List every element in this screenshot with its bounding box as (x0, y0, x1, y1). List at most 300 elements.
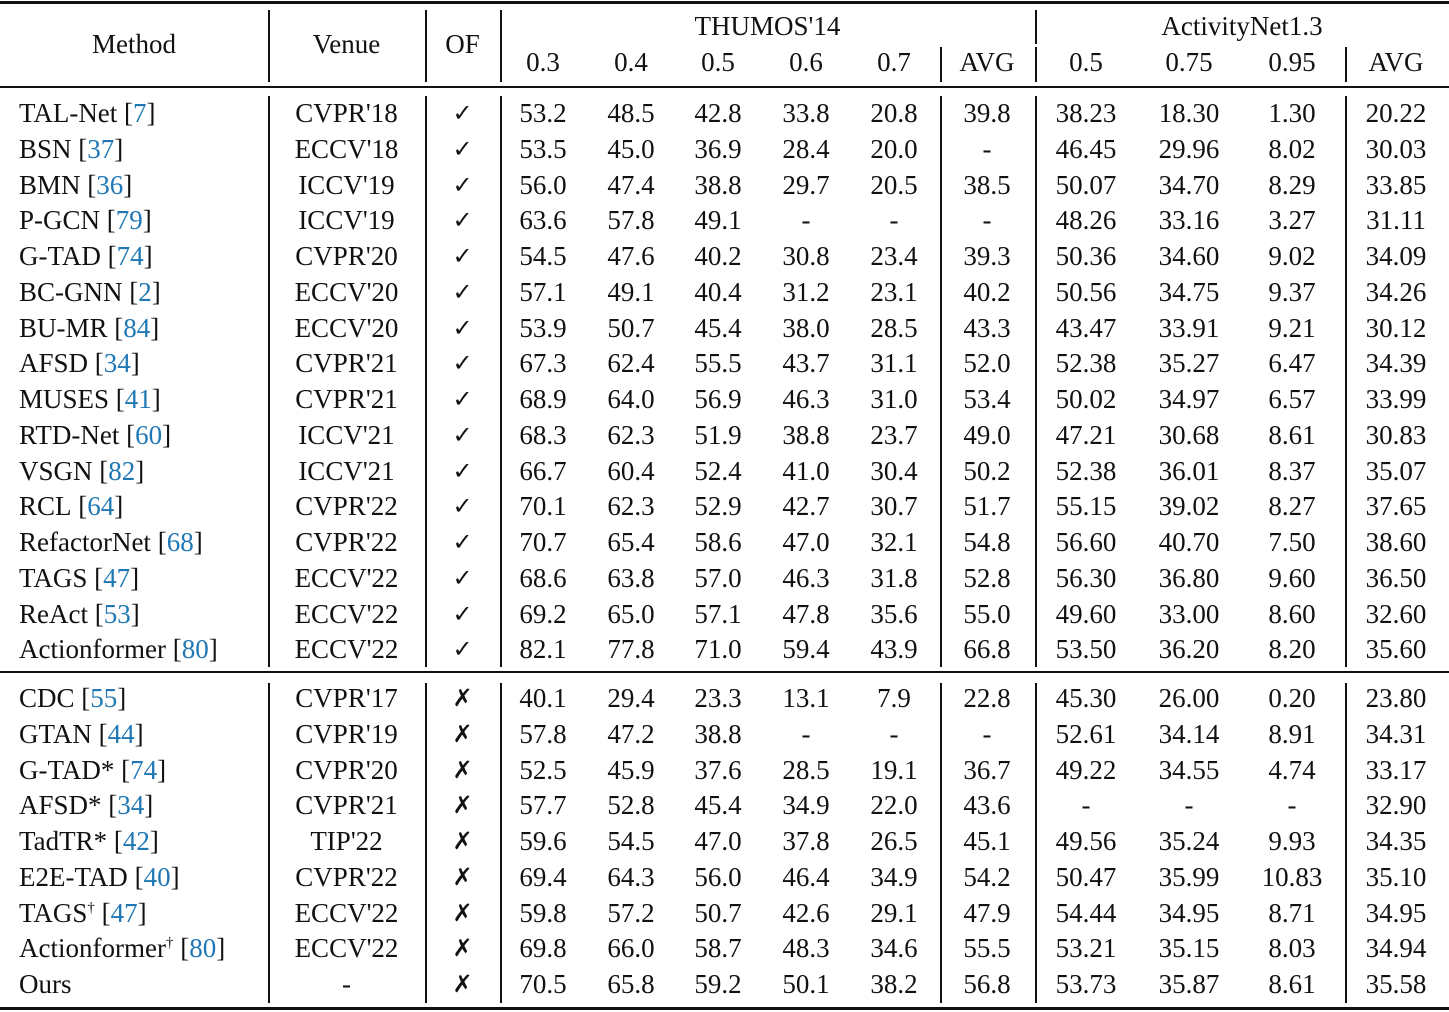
thumos-value: 57.8 (607, 205, 655, 236)
thumos-value: 52.9 (694, 491, 742, 522)
thumos-value: 56.8 (963, 969, 1011, 999)
bracket: [ (165, 634, 182, 665)
bracket: ] (208, 634, 218, 665)
thumos-value: 66.8 (963, 634, 1011, 665)
activitynet-value: 52.61 (1055, 718, 1117, 749)
citation-link[interactable]: 47 (103, 562, 131, 593)
activitynet-value: 8.20 (1268, 634, 1316, 665)
bracket: ] (157, 754, 167, 785)
activitynet-value: 26.00 (1158, 683, 1220, 713)
thumos-value: 43.9 (870, 634, 918, 665)
thumos-value: 45.4 (694, 790, 742, 821)
method-name: G-TAD (19, 241, 101, 271)
thumos-value: 45.4 (694, 312, 742, 343)
activitynet-value: 53.50 (1055, 634, 1117, 665)
check-icon: ✓ (452, 599, 473, 628)
thumos-value: 36.7 (963, 754, 1011, 785)
citation-link[interactable]: 47 (110, 897, 138, 928)
method-name: TAGS (19, 562, 88, 593)
thumos-value: 41.0 (782, 455, 830, 486)
bracket: ] (114, 133, 124, 164)
thumos-value: 50.7 (607, 312, 655, 343)
method-name: AFSD* (19, 790, 102, 821)
bracket: [ (117, 98, 134, 128)
activitynet-value: 35.27 (1158, 348, 1220, 379)
bracket: [ (80, 169, 97, 200)
header-thumos-col: 0.3 (526, 47, 560, 77)
bracket: ] (137, 897, 147, 928)
method-cell (19, 562, 267, 594)
venue-cell: CVPR'17 (295, 683, 398, 713)
thumos-value: 65.8 (607, 969, 655, 999)
thumos-value: 48.3 (782, 933, 830, 964)
thumos-value: 57.7 (519, 790, 567, 821)
bracket: [ (122, 276, 139, 307)
header-activitynet-col: 0.75 (1165, 47, 1213, 77)
citation-link[interactable]: 74 (116, 241, 144, 271)
citation-link[interactable]: 44 (107, 718, 135, 749)
thumos-value: 53.2 (519, 98, 567, 128)
column-divider (500, 10, 502, 82)
activitynet-value: 35.10 (1365, 861, 1427, 892)
thumos-value: 63.8 (607, 562, 655, 593)
thumos-value: 62.3 (607, 419, 655, 450)
venue-cell: CVPR'21 (295, 790, 398, 821)
thumos-value: 54.8 (963, 527, 1011, 557)
method-name: ReAct (19, 598, 88, 629)
activitynet-value: 31.11 (1366, 205, 1426, 236)
header-thumos-col: 0.5 (701, 47, 735, 77)
activitynet-value: 8.29 (1268, 169, 1316, 200)
activitynet-value: 8.27 (1268, 491, 1316, 522)
citation-link[interactable]: 53 (103, 598, 131, 629)
activitynet-value: 49.56 (1055, 826, 1117, 856)
bracket: [ (107, 312, 124, 343)
bracket: [ (173, 933, 190, 964)
bracket: ] (123, 169, 133, 200)
activitynet-value: 8.03 (1268, 933, 1316, 964)
activitynet-value: 34.31 (1365, 718, 1427, 749)
thumos-value: 29.4 (607, 683, 655, 713)
thumos-value: 62.4 (607, 348, 655, 379)
activitynet-value: 54.44 (1055, 897, 1117, 928)
activitynet-value: - (1184, 790, 1194, 821)
method-cell (19, 932, 267, 964)
activitynet-value: 50.36 (1055, 241, 1117, 271)
thumos-value: 82.1 (519, 634, 567, 665)
activitynet-value: 9.21 (1268, 312, 1316, 343)
activitynet-value: 34.26 (1365, 276, 1427, 307)
activitynet-value: 34.95 (1158, 897, 1220, 928)
activitynet-value: 23.80 (1365, 683, 1427, 713)
column-divider (268, 10, 270, 82)
thumos-value: 55.0 (963, 598, 1011, 629)
activitynet-value: 49.22 (1055, 754, 1117, 785)
activitynet-value: 8.61 (1268, 419, 1316, 450)
method-name: AFSD (19, 348, 89, 379)
method-cell (19, 861, 267, 893)
activitynet-value: 34.75 (1158, 276, 1220, 307)
cross-icon: ✗ (452, 898, 473, 927)
method-cell (19, 419, 267, 451)
citation-link[interactable]: 68 (166, 527, 194, 557)
activitynet-value: 38.60 (1365, 527, 1427, 557)
column-divider (1345, 47, 1347, 82)
thumos-value: 77.8 (607, 634, 655, 665)
method-cell (19, 789, 267, 821)
activitynet-value: 6.57 (1268, 384, 1316, 414)
check-icon: ✓ (452, 206, 473, 235)
thumos-value: 38.8 (694, 718, 742, 749)
citation-link[interactable]: 80 (181, 634, 209, 665)
citation-link[interactable]: 74 (130, 754, 158, 785)
citation-link[interactable]: 34 (117, 790, 145, 821)
activitynet-value: 52.38 (1055, 455, 1117, 486)
thumos-value: 20.8 (870, 98, 918, 128)
activitynet-value: 48.26 (1055, 205, 1117, 236)
activitynet-value: 35.07 (1365, 455, 1427, 486)
thumos-value: 34.9 (782, 790, 830, 821)
thumos-value: 39.8 (963, 98, 1011, 128)
method-name: MUSES (19, 384, 110, 414)
thumos-value: 29.7 (782, 169, 830, 200)
column-divider (940, 47, 942, 82)
activitynet-value: - (1287, 790, 1297, 821)
activitynet-value: 8.61 (1268, 969, 1316, 999)
citation-link[interactable]: 79 (115, 205, 143, 236)
check-icon: ✓ (452, 170, 473, 199)
activitynet-value: 33.17 (1365, 754, 1427, 785)
thumos-value: 66.7 (519, 455, 567, 486)
bracket: [ (87, 598, 104, 629)
thumos-value: 68.9 (519, 384, 567, 414)
thumos-value: 52.0 (963, 348, 1011, 379)
bracket: ] (142, 205, 152, 236)
thumos-value: 66.0 (607, 933, 655, 964)
thumos-value: 36.9 (694, 133, 742, 164)
header-activitynet-col: 0.95 (1268, 47, 1316, 77)
dagger-footnote-mark: † (165, 935, 174, 952)
activitynet-value: 33.85 (1365, 169, 1427, 200)
thumos-value: 43.3 (963, 312, 1011, 343)
activitynet-value: 53.73 (1055, 969, 1117, 999)
header-method: Method (92, 29, 176, 59)
method-cell (19, 169, 267, 201)
citation-link[interactable]: 34 (103, 348, 131, 379)
bracket: [ (91, 718, 108, 749)
method-cell (19, 240, 267, 272)
bracket: ] (146, 98, 156, 128)
thumos-value: 53.5 (519, 133, 567, 164)
bracket: [ (109, 384, 125, 414)
bracket: [ (107, 826, 123, 856)
cross-icon: ✗ (452, 684, 473, 712)
activitynet-value: 34.14 (1158, 718, 1220, 749)
thumos-value: 59.6 (519, 826, 567, 856)
activitynet-value: 8.91 (1268, 718, 1316, 749)
citation-link[interactable]: 37 (87, 133, 115, 164)
venue-cell: ECCV'22 (294, 634, 399, 665)
method-cell (19, 682, 267, 714)
method-cell (19, 825, 267, 857)
activitynet-value: 29.96 (1158, 133, 1220, 164)
thumos-value: 56.0 (694, 861, 742, 892)
thumos-value: 67.3 (519, 348, 567, 379)
bracket: ] (144, 790, 154, 821)
thumos-value: 19.1 (870, 754, 918, 785)
activitynet-value: 10.83 (1261, 861, 1323, 892)
activitynet-value: 4.74 (1268, 754, 1316, 785)
check-icon: ✓ (452, 277, 473, 306)
check-icon: ✓ (452, 349, 473, 378)
header-activitynet-col: 0.5 (1069, 47, 1103, 77)
bracket: [ (71, 491, 88, 522)
thumos-value: 31.0 (870, 384, 918, 414)
activitynet-value: 50.56 (1055, 276, 1117, 307)
activitynet-value: 45.30 (1055, 683, 1117, 713)
venue-cell: ICCV'21 (298, 455, 395, 486)
method-cell (19, 633, 267, 665)
thumos-value: 52.4 (694, 455, 742, 486)
method-name: RefactorNet (19, 527, 151, 557)
thumos-value: 37.8 (782, 826, 830, 856)
thumos-value: 42.6 (782, 897, 830, 928)
citation-link[interactable]: 84 (123, 312, 151, 343)
thumos-value: 28.5 (870, 312, 918, 343)
activitynet-value: 34.97 (1158, 384, 1220, 414)
activitynet-value: 34.09 (1365, 241, 1427, 271)
citation-link[interactable]: 2 (138, 276, 152, 307)
header-rule (0, 86, 1449, 88)
thumos-value: 37.6 (694, 754, 742, 785)
thumos-value: 53.9 (519, 312, 567, 343)
activitynet-value: 20.22 (1365, 98, 1427, 128)
thumos-value: 50.1 (782, 969, 830, 999)
thumos-value: 69.2 (519, 598, 567, 629)
cross-icon: ✗ (452, 934, 473, 963)
thumos-value: 50.7 (694, 897, 742, 928)
top-rule (0, 1, 1449, 4)
method-name: VSGN (19, 455, 93, 486)
cross-icon: ✗ (452, 719, 473, 748)
thumos-value: 57.0 (694, 562, 742, 593)
bracket: ] (135, 455, 145, 486)
activitynet-value: 33.91 (1158, 312, 1220, 343)
check-icon: ✓ (452, 492, 473, 521)
activitynet-value: 50.07 (1055, 169, 1117, 200)
activitynet-value: 35.58 (1365, 969, 1427, 999)
activitynet-value: 3.27 (1268, 205, 1316, 236)
thumos-value: 52.5 (519, 754, 567, 785)
venue-cell: ECCV'22 (294, 897, 399, 928)
thumos-value: 52.8 (607, 790, 655, 821)
thumos-value: 70.7 (519, 527, 567, 557)
venue-cell: ECCV'18 (294, 133, 399, 164)
check-icon: ✓ (452, 134, 473, 163)
activitynet-value: 50.47 (1055, 861, 1117, 892)
thumos-value: 47.6 (607, 241, 655, 271)
thumos-value: 54.5 (519, 241, 567, 271)
method-name: CDC (19, 683, 75, 713)
activitynet-value: 30.12 (1365, 312, 1427, 343)
thumos-value: 45.0 (607, 133, 655, 164)
venue-cell: - (342, 969, 351, 999)
activitynet-value: 1.30 (1268, 98, 1316, 128)
activitynet-value: - (1081, 790, 1091, 821)
activitynet-value: 9.37 (1268, 276, 1316, 307)
venue-cell: ICCV'21 (298, 419, 395, 450)
thumos-value: 49.1 (607, 276, 655, 307)
thumos-value: 46.4 (782, 861, 830, 892)
citation-link[interactable]: 41 (124, 384, 152, 414)
thumos-value: 38.0 (782, 312, 830, 343)
cross-icon: ✗ (452, 827, 473, 855)
method-name: Actionformer (19, 634, 166, 665)
activitynet-value: 34.35 (1365, 826, 1427, 856)
bracket: ] (170, 861, 180, 892)
bracket: ] (134, 718, 144, 749)
thumos-value: 38.8 (694, 169, 742, 200)
bracket: [ (119, 419, 136, 450)
thumos-value: 45.9 (607, 754, 655, 785)
thumos-value: 40.2 (963, 276, 1011, 307)
header-of: OF (445, 29, 480, 59)
cross-icon: ✗ (452, 862, 473, 891)
thumos-value: 50.2 (963, 455, 1011, 486)
thumos-value: 38.5 (963, 169, 1011, 200)
thumos-value: 63.6 (519, 205, 567, 236)
thumos-value: - (982, 718, 992, 749)
thumos-value: 64.3 (607, 861, 655, 892)
bracket: [ (127, 861, 144, 892)
method-name: BU-MR (19, 312, 108, 343)
citation-link[interactable]: 40 (143, 861, 171, 892)
method-name: TadTR* (19, 826, 108, 856)
citation-link[interactable]: 55 (90, 683, 118, 713)
bracket: ] (151, 276, 161, 307)
check-icon: ✓ (452, 385, 473, 413)
method-name: GTAN (19, 718, 92, 749)
thumos-value: 45.1 (963, 826, 1011, 856)
activitynet-value: 32.90 (1365, 790, 1427, 821)
check-icon: ✓ (452, 313, 473, 342)
check-icon: ✓ (452, 635, 473, 664)
activitynet-value: 8.37 (1268, 455, 1316, 486)
thumos-value: 38.8 (782, 419, 830, 450)
thumos-value: 34.9 (870, 861, 918, 892)
activitynet-value: 30.68 (1158, 419, 1220, 450)
citation-link[interactable]: 36 (96, 169, 124, 200)
bracket: ] (150, 312, 160, 343)
thumos-value: 29.1 (870, 897, 918, 928)
thumos-value: - (982, 205, 992, 236)
citation-link[interactable]: 60 (135, 419, 163, 450)
bracket: ] (193, 527, 203, 557)
thumos-value: 58.7 (694, 933, 742, 964)
method-cell (19, 383, 267, 415)
method-cell (19, 897, 267, 929)
thumos-value: 64.0 (607, 384, 655, 414)
thumos-value: - (801, 718, 811, 749)
activitynet-value: 43.47 (1055, 312, 1117, 343)
thumos-value: 30.8 (782, 241, 830, 271)
thumos-value: 30.4 (870, 455, 918, 486)
group-separator-rule (0, 671, 1449, 673)
citation-link[interactable]: 64 (87, 491, 115, 522)
thumos-value: 40.2 (694, 241, 742, 271)
method-cell (19, 204, 267, 236)
method-cell (19, 455, 267, 487)
thumos-value: 54.2 (963, 861, 1011, 892)
activitynet-value: 30.03 (1365, 133, 1427, 164)
thumos-value: 59.2 (694, 969, 742, 999)
thumos-value: 47.0 (782, 527, 830, 557)
activitynet-value: 7.50 (1268, 527, 1316, 557)
citation-link[interactable]: 82 (108, 455, 136, 486)
activitynet-value: 36.50 (1365, 562, 1427, 593)
venue-cell: CVPR'22 (295, 861, 398, 892)
thumos-value: 47.9 (963, 897, 1011, 928)
venue-cell: ECCV'22 (294, 562, 399, 593)
citation-link[interactable]: 7 (133, 98, 147, 128)
cross-icon: ✗ (452, 970, 473, 998)
activitynet-value: 34.60 (1158, 241, 1220, 271)
bracket: [ (150, 527, 167, 557)
thumos-value: 31.2 (782, 276, 830, 307)
check-icon: ✓ (452, 456, 473, 485)
thumos-value: 69.4 (519, 861, 567, 892)
header-thumos: THUMOS'14 (694, 11, 841, 41)
activitynet-value: 34.70 (1158, 169, 1220, 200)
citation-link[interactable]: 80 (189, 933, 217, 964)
header-activitynet-col: AVG (1368, 47, 1424, 77)
thumos-value: 48.5 (607, 98, 655, 128)
bracket: [ (94, 897, 111, 928)
thumos-value: 51.9 (694, 419, 742, 450)
thumos-value: 7.9 (877, 683, 911, 713)
column-divider (1035, 47, 1037, 82)
thumos-value: - (982, 133, 992, 164)
venue-cell: CVPR'22 (295, 527, 398, 557)
cross-icon: ✗ (452, 791, 473, 820)
venue-cell: ICCV'19 (298, 205, 395, 236)
venue-cell: CVPR'20 (295, 241, 398, 271)
method-cell (19, 312, 267, 344)
check-icon: ✓ (452, 420, 473, 449)
activitynet-value: 36.80 (1158, 562, 1220, 593)
thumos-value: 56.0 (519, 169, 567, 200)
check-icon: ✓ (452, 242, 473, 270)
activitynet-value: 40.70 (1158, 527, 1220, 557)
thumos-value: 23.7 (870, 419, 918, 450)
bracket: [ (74, 683, 91, 713)
thumos-value: 40.1 (519, 683, 567, 713)
bracket: [ (71, 133, 88, 164)
thumos-value: 47.4 (607, 169, 655, 200)
activitynet-value: 33.99 (1365, 384, 1427, 414)
activitynet-value: 36.01 (1158, 455, 1220, 486)
method-cell (19, 754, 267, 786)
bracket: ] (143, 241, 153, 271)
thumos-value: 49.0 (963, 419, 1011, 450)
method-name: RTD-Net (19, 419, 120, 450)
method-cell (19, 598, 267, 630)
thumos-value: 49.1 (694, 205, 742, 236)
citation-link[interactable]: 42 (122, 826, 150, 856)
venue-cell: CVPR'18 (295, 98, 398, 128)
activitynet-value: 37.65 (1365, 491, 1427, 522)
venue-cell: CVPR'21 (295, 384, 398, 414)
